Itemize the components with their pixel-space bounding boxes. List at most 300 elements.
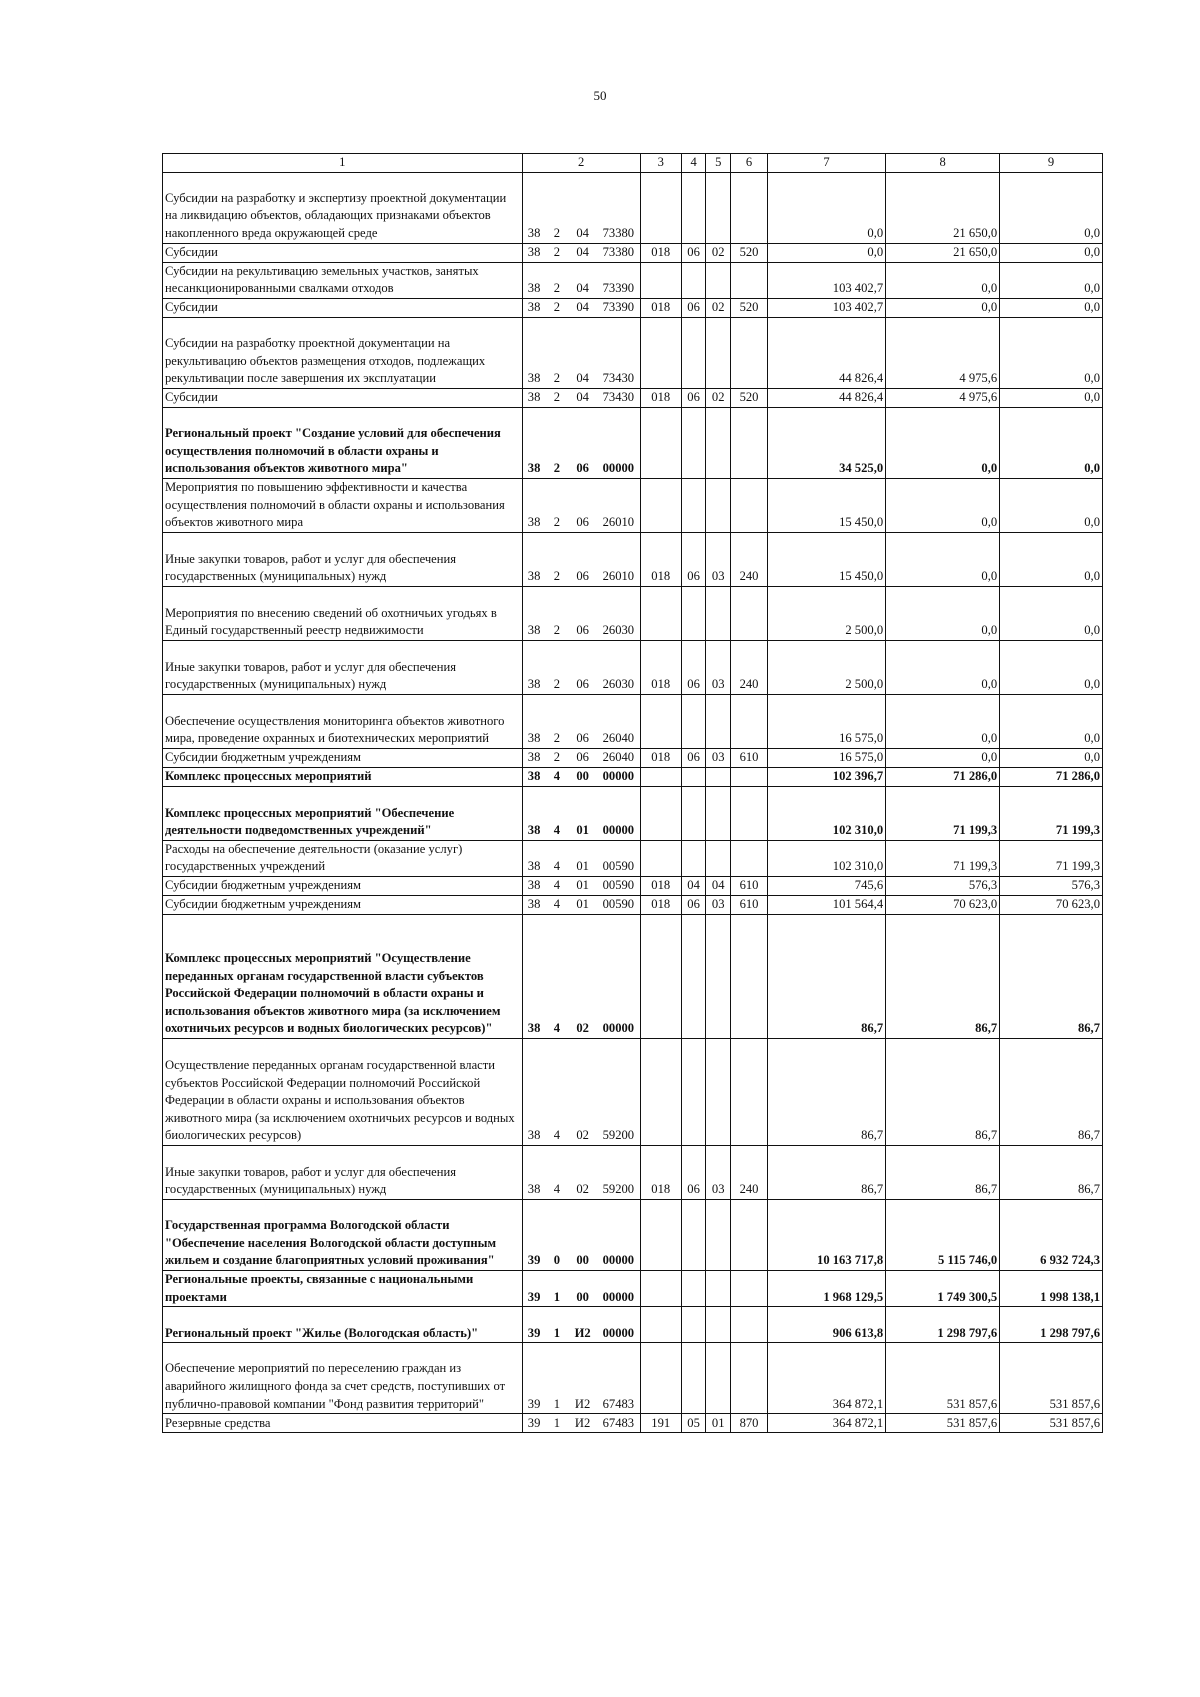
table-row (163, 243, 1103, 262)
expense-code: 00000 (597, 914, 640, 1038)
expense-type-code (731, 478, 768, 532)
amount-year-3: 1 298 797,6 (1000, 1307, 1103, 1343)
subsection-code (706, 914, 731, 1038)
table-row (163, 1343, 1103, 1414)
header-cell: 5 (706, 154, 731, 173)
amount-year-2: 0,0 (886, 694, 1000, 748)
row-name: Субсидии бюджетным учреждениям (163, 748, 523, 767)
subsection-code: 01 (706, 1414, 731, 1433)
page-number: 50 (593, 88, 607, 103)
expense-code: 26040 (597, 748, 640, 767)
table-row (163, 1270, 1103, 1306)
expense-type-code: 520 (731, 298, 768, 317)
expense-code: 00000 (597, 786, 640, 840)
ministry-code: 018 (640, 532, 681, 586)
expense-type-code (731, 317, 768, 388)
header-cell: 6 (731, 154, 768, 173)
header-cell: 8 (886, 154, 1000, 173)
expense-code: 26030 (597, 586, 640, 640)
ministry-code (640, 840, 681, 876)
table-row (163, 532, 1103, 586)
amount-year-2: 0,0 (886, 407, 1000, 478)
expense-code: 00000 (597, 1199, 640, 1270)
table-row (163, 298, 1103, 317)
program-code: 38 (522, 388, 546, 407)
expense-type-code: 520 (731, 388, 768, 407)
expense-type-code: 240 (731, 532, 768, 586)
row-name: Субсидии бюджетным учреждениям (163, 876, 523, 895)
amount-year-3: 0,0 (1000, 407, 1103, 478)
subsection-code (706, 1199, 731, 1270)
program-code: 38 (522, 767, 546, 786)
program-code: 38 (522, 478, 546, 532)
row-name: Комплекс процессных мероприятий "Осуществление переданных органам государственной власти субъектов Российской Федерации полномочий в области охраны и использования объектов животного мира (за исключением охотничьих ресурсов и водных биологических ресурсов)" (163, 914, 523, 1038)
amount-year-1: 10 163 717,8 (768, 1199, 886, 1270)
amount-year-3: 70 623,0 (1000, 895, 1103, 914)
table-row (163, 748, 1103, 767)
section-code (681, 767, 706, 786)
section-code (681, 478, 706, 532)
amount-year-2: 0,0 (886, 532, 1000, 586)
amount-year-2: 531 857,6 (886, 1343, 1000, 1414)
amount-year-1: 1 968 129,5 (768, 1270, 886, 1306)
row-name: Иные закупки товаров, работ и услуг для обеспечения государственных (муниципальных) нужд (163, 532, 523, 586)
expense-code: 67483 (597, 1414, 640, 1433)
row-name: Региональные проекты, связанные с национальными проектами (163, 1270, 523, 1306)
section-code (681, 694, 706, 748)
subsection-code: 03 (706, 532, 731, 586)
subprogram-code: 2 (546, 298, 569, 317)
row-name: Мероприятия по внесению сведений об охотничьих угодьях в Единый государственный реестр недвижимости (163, 586, 523, 640)
row-name: Резервные средства (163, 1414, 523, 1433)
expense-type-code (731, 1343, 768, 1414)
section-code (681, 914, 706, 1038)
subprogram-code: 4 (546, 1145, 569, 1199)
table-row (163, 262, 1103, 298)
program-code: 39 (522, 1414, 546, 1433)
expense-type-code: 610 (731, 748, 768, 767)
direction-code: 01 (568, 876, 597, 895)
subsection-code (706, 840, 731, 876)
program-code: 38 (522, 914, 546, 1038)
amount-year-1: 44 826,4 (768, 388, 886, 407)
subsection-code (706, 478, 731, 532)
subsection-code: 02 (706, 388, 731, 407)
expense-type-code (731, 407, 768, 478)
header-cell: 3 (640, 154, 681, 173)
table-row (163, 767, 1103, 786)
ministry-code (640, 407, 681, 478)
amount-year-1: 103 402,7 (768, 262, 886, 298)
amount-year-3: 0,0 (1000, 586, 1103, 640)
expense-type-code (731, 694, 768, 748)
subsection-code: 02 (706, 243, 731, 262)
amount-year-1: 16 575,0 (768, 694, 886, 748)
expense-type-code (731, 586, 768, 640)
expense-type-code (731, 1270, 768, 1306)
direction-code: 01 (568, 840, 597, 876)
amount-year-1: 44 826,4 (768, 317, 886, 388)
amount-year-3: 0,0 (1000, 640, 1103, 694)
program-code: 39 (522, 1343, 546, 1414)
direction-code: И2 (568, 1343, 597, 1414)
ministry-code (640, 262, 681, 298)
header-cell: 4 (681, 154, 706, 173)
direction-code: 06 (568, 407, 597, 478)
amount-year-1: 102 396,7 (768, 767, 886, 786)
amount-year-2: 0,0 (886, 298, 1000, 317)
table-row (163, 407, 1103, 478)
table-row (163, 640, 1103, 694)
subsection-code (706, 767, 731, 786)
table-row (163, 388, 1103, 407)
program-code: 38 (522, 532, 546, 586)
section-code: 05 (681, 1414, 706, 1433)
expense-code: 00000 (597, 407, 640, 478)
ministry-code (640, 694, 681, 748)
subprogram-code: 1 (546, 1270, 569, 1306)
section-code (681, 407, 706, 478)
section-code (681, 1270, 706, 1306)
subsection-code (706, 172, 731, 243)
direction-code: 06 (568, 586, 597, 640)
direction-code: 00 (568, 767, 597, 786)
row-name: Иные закупки товаров, работ и услуг для обеспечения государственных (муниципальных) нужд (163, 640, 523, 694)
amount-year-1: 2 500,0 (768, 586, 886, 640)
table-row (163, 694, 1103, 748)
ministry-code (640, 586, 681, 640)
table-row (163, 876, 1103, 895)
ministry-code (640, 1343, 681, 1414)
section-code (681, 840, 706, 876)
subsection-code: 02 (706, 298, 731, 317)
ministry-code: 018 (640, 876, 681, 895)
expense-code: 73430 (597, 317, 640, 388)
expense-type-code (731, 1038, 768, 1145)
subprogram-code: 1 (546, 1414, 569, 1433)
amount-year-2: 71 199,3 (886, 840, 1000, 876)
expense-code: 59200 (597, 1145, 640, 1199)
ministry-code: 018 (640, 748, 681, 767)
ministry-code (640, 172, 681, 243)
amount-year-3: 0,0 (1000, 388, 1103, 407)
section-code: 06 (681, 298, 706, 317)
section-code (681, 262, 706, 298)
amount-year-1: 0,0 (768, 172, 886, 243)
program-code: 38 (522, 262, 546, 298)
subsection-code (706, 694, 731, 748)
section-code (681, 1038, 706, 1145)
subprogram-code: 2 (546, 640, 569, 694)
expense-code: 73380 (597, 243, 640, 262)
ministry-code: 018 (640, 388, 681, 407)
subprogram-code: 4 (546, 895, 569, 914)
subsection-code (706, 262, 731, 298)
amount-year-1: 101 564,4 (768, 895, 886, 914)
amount-year-1: 2 500,0 (768, 640, 886, 694)
amount-year-3: 0,0 (1000, 317, 1103, 388)
ministry-code (640, 1307, 681, 1343)
amount-year-3: 576,3 (1000, 876, 1103, 895)
direction-code: 06 (568, 694, 597, 748)
amount-year-1: 364 872,1 (768, 1414, 886, 1433)
section-code: 06 (681, 895, 706, 914)
program-code: 38 (522, 1038, 546, 1145)
amount-year-2: 0,0 (886, 586, 1000, 640)
amount-year-1: 86,7 (768, 1038, 886, 1145)
header-cell: 1 (163, 154, 523, 173)
table-row (163, 586, 1103, 640)
direction-code: И2 (568, 1307, 597, 1343)
amount-year-3: 86,7 (1000, 1038, 1103, 1145)
amount-year-2: 5 115 746,0 (886, 1199, 1000, 1270)
direction-code: 06 (568, 532, 597, 586)
expense-type-code: 520 (731, 243, 768, 262)
expense-type-code: 240 (731, 640, 768, 694)
expense-type-code (731, 262, 768, 298)
section-code: 06 (681, 532, 706, 586)
direction-code: 04 (568, 298, 597, 317)
subprogram-code: 4 (546, 786, 569, 840)
subprogram-code: 2 (546, 748, 569, 767)
section-code: 04 (681, 876, 706, 895)
amount-year-2: 86,7 (886, 914, 1000, 1038)
amount-year-3: 6 932 724,3 (1000, 1199, 1103, 1270)
direction-code: 00 (568, 1270, 597, 1306)
row-name: Региональный проект "Жилье (Вологодская область)" (163, 1307, 523, 1343)
expense-type-code (731, 172, 768, 243)
amount-year-3: 531 857,6 (1000, 1343, 1103, 1414)
program-code: 38 (522, 172, 546, 243)
direction-code: 04 (568, 388, 597, 407)
ministry-code: 018 (640, 298, 681, 317)
section-code (681, 317, 706, 388)
subprogram-code: 1 (546, 1343, 569, 1414)
section-code (681, 1343, 706, 1414)
row-name: Комплекс процессных мероприятий (163, 767, 523, 786)
amount-year-1: 86,7 (768, 914, 886, 1038)
row-name: Субсидии (163, 388, 523, 407)
ministry-code (640, 786, 681, 840)
expense-code: 00590 (597, 895, 640, 914)
amount-year-1: 16 575,0 (768, 748, 886, 767)
table-row (163, 1038, 1103, 1145)
table-row (163, 478, 1103, 532)
subprogram-code: 2 (546, 586, 569, 640)
program-code: 38 (522, 298, 546, 317)
table-row (163, 1145, 1103, 1199)
section-code: 06 (681, 640, 706, 694)
table-body (163, 154, 1103, 1433)
program-code: 38 (522, 694, 546, 748)
ministry-code (640, 767, 681, 786)
section-code: 06 (681, 748, 706, 767)
expense-type-code: 610 (731, 876, 768, 895)
program-code: 38 (522, 640, 546, 694)
amount-year-3: 71 286,0 (1000, 767, 1103, 786)
amount-year-1: 34 525,0 (768, 407, 886, 478)
expense-code: 00000 (597, 1307, 640, 1343)
amount-year-2: 86,7 (886, 1145, 1000, 1199)
subprogram-code: 2 (546, 172, 569, 243)
table-row (163, 895, 1103, 914)
amount-year-2: 531 857,6 (886, 1414, 1000, 1433)
row-name: Субсидии на рекультивацию земельных участков, занятых несанкционированными свалками отходов (163, 262, 523, 298)
ministry-code (640, 1038, 681, 1145)
budget-table (162, 153, 1103, 1433)
direction-code: 04 (568, 317, 597, 388)
section-code (681, 172, 706, 243)
direction-code: 02 (568, 914, 597, 1038)
ministry-code: 018 (640, 1145, 681, 1199)
ministry-code (640, 914, 681, 1038)
amount-year-3: 0,0 (1000, 172, 1103, 243)
row-name: Субсидии на разработку и экспертизу проектной документации на ликвидацию объектов, обладающих признаками объектов накопленного вреда окружающей среде (163, 172, 523, 243)
expense-code: 00000 (597, 1270, 640, 1306)
subsection-code (706, 586, 731, 640)
program-code: 39 (522, 1307, 546, 1343)
expense-type-code (731, 786, 768, 840)
program-code: 39 (522, 1199, 546, 1270)
expense-code: 00000 (597, 767, 640, 786)
row-name: Субсидии на разработку проектной документации на рекультивацию объектов размещения отходов, подлежащих рекультивации после завершения их эксплуатации (163, 317, 523, 388)
amount-year-2: 576,3 (886, 876, 1000, 895)
expense-type-code (731, 914, 768, 1038)
expense-type-code (731, 1307, 768, 1343)
header-row (163, 154, 1103, 173)
amount-year-3: 0,0 (1000, 694, 1103, 748)
subprogram-code: 4 (546, 876, 569, 895)
subsection-code: 03 (706, 748, 731, 767)
amount-year-1: 364 872,1 (768, 1343, 886, 1414)
row-name: Региональный проект "Создание условий для обеспечения осуществления полномочий в области охраны и использования объектов животного мира" (163, 407, 523, 478)
section-code: 06 (681, 1145, 706, 1199)
amount-year-2: 86,7 (886, 1038, 1000, 1145)
expense-type-code (731, 1199, 768, 1270)
amount-year-3: 86,7 (1000, 1145, 1103, 1199)
ministry-code (640, 317, 681, 388)
amount-year-1: 745,6 (768, 876, 886, 895)
table-row (163, 172, 1103, 243)
program-code: 38 (522, 1145, 546, 1199)
amount-year-2: 71 286,0 (886, 767, 1000, 786)
expense-code: 73380 (597, 172, 640, 243)
section-code (681, 786, 706, 840)
amount-year-2: 0,0 (886, 262, 1000, 298)
expense-type-code (731, 840, 768, 876)
subprogram-code: 2 (546, 532, 569, 586)
direction-code: И2 (568, 1414, 597, 1433)
expense-code: 26010 (597, 478, 640, 532)
table-row (163, 317, 1103, 388)
subprogram-code: 4 (546, 840, 569, 876)
expense-type-code: 870 (731, 1414, 768, 1433)
amount-year-2: 0,0 (886, 748, 1000, 767)
table-row (163, 1199, 1103, 1270)
row-name: Обеспечение мероприятий по переселению граждан из аварийного жилищного фонда за счет средств, поступивших от публично-правовой компании "Фонд развития территорий" (163, 1343, 523, 1414)
row-name: Субсидии (163, 243, 523, 262)
expense-code: 59200 (597, 1038, 640, 1145)
expense-code: 26010 (597, 532, 640, 586)
amount-year-2: 1 298 797,6 (886, 1307, 1000, 1343)
subsection-code (706, 1038, 731, 1145)
direction-code: 00 (568, 1199, 597, 1270)
program-code: 38 (522, 407, 546, 478)
amount-year-2: 21 650,0 (886, 172, 1000, 243)
direction-code: 01 (568, 786, 597, 840)
direction-code: 04 (568, 262, 597, 298)
subsection-code (706, 317, 731, 388)
section-code (681, 1199, 706, 1270)
row-name: Иные закупки товаров, работ и услуг для обеспечения государственных (муниципальных) нужд (163, 1145, 523, 1199)
program-code: 38 (522, 895, 546, 914)
subsection-code (706, 1307, 731, 1343)
row-name: Комплекс процессных мероприятий "Обеспечение деятельности подведомственных учреждений" (163, 786, 523, 840)
expense-code: 26030 (597, 640, 640, 694)
direction-code: 02 (568, 1145, 597, 1199)
program-code: 38 (522, 876, 546, 895)
amount-year-3: 0,0 (1000, 532, 1103, 586)
amount-year-1: 15 450,0 (768, 532, 886, 586)
subsection-code: 03 (706, 640, 731, 694)
direction-code: 04 (568, 172, 597, 243)
ministry-code (640, 478, 681, 532)
row-name: Субсидии (163, 298, 523, 317)
direction-code: 01 (568, 895, 597, 914)
amount-year-2: 70 623,0 (886, 895, 1000, 914)
amount-year-1: 15 450,0 (768, 478, 886, 532)
program-code: 38 (522, 786, 546, 840)
ministry-code: 018 (640, 243, 681, 262)
program-code: 38 (522, 243, 546, 262)
expense-code: 73390 (597, 262, 640, 298)
subprogram-code: 2 (546, 243, 569, 262)
subprogram-code: 4 (546, 767, 569, 786)
subsection-code (706, 1343, 731, 1414)
program-code: 38 (522, 748, 546, 767)
subprogram-code: 4 (546, 914, 569, 1038)
expense-code: 73390 (597, 298, 640, 317)
amount-year-3: 0,0 (1000, 478, 1103, 532)
table-row (163, 914, 1103, 1038)
direction-code: 06 (568, 640, 597, 694)
amount-year-2: 71 199,3 (886, 786, 1000, 840)
amount-year-3: 86,7 (1000, 914, 1103, 1038)
amount-year-2: 21 650,0 (886, 243, 1000, 262)
amount-year-3: 0,0 (1000, 243, 1103, 262)
subprogram-code: 4 (546, 1038, 569, 1145)
subprogram-code: 2 (546, 262, 569, 298)
amount-year-2: 4 975,6 (886, 388, 1000, 407)
subsection-code (706, 407, 731, 478)
subsection-code (706, 1270, 731, 1306)
section-code: 06 (681, 243, 706, 262)
amount-year-3: 0,0 (1000, 262, 1103, 298)
header-cell: 9 (1000, 154, 1103, 173)
amount-year-2: 0,0 (886, 640, 1000, 694)
header-cell: 2 (522, 154, 640, 173)
section-code (681, 1307, 706, 1343)
amount-year-3: 1 998 138,1 (1000, 1270, 1103, 1306)
row-name: Расходы на обеспечение деятельности (оказание услуг) государственных учреждений (163, 840, 523, 876)
subprogram-code: 0 (546, 1199, 569, 1270)
amount-year-3: 0,0 (1000, 298, 1103, 317)
amount-year-1: 102 310,0 (768, 840, 886, 876)
program-code: 38 (522, 840, 546, 876)
ministry-code (640, 1270, 681, 1306)
expense-type-code: 610 (731, 895, 768, 914)
subprogram-code: 2 (546, 388, 569, 407)
